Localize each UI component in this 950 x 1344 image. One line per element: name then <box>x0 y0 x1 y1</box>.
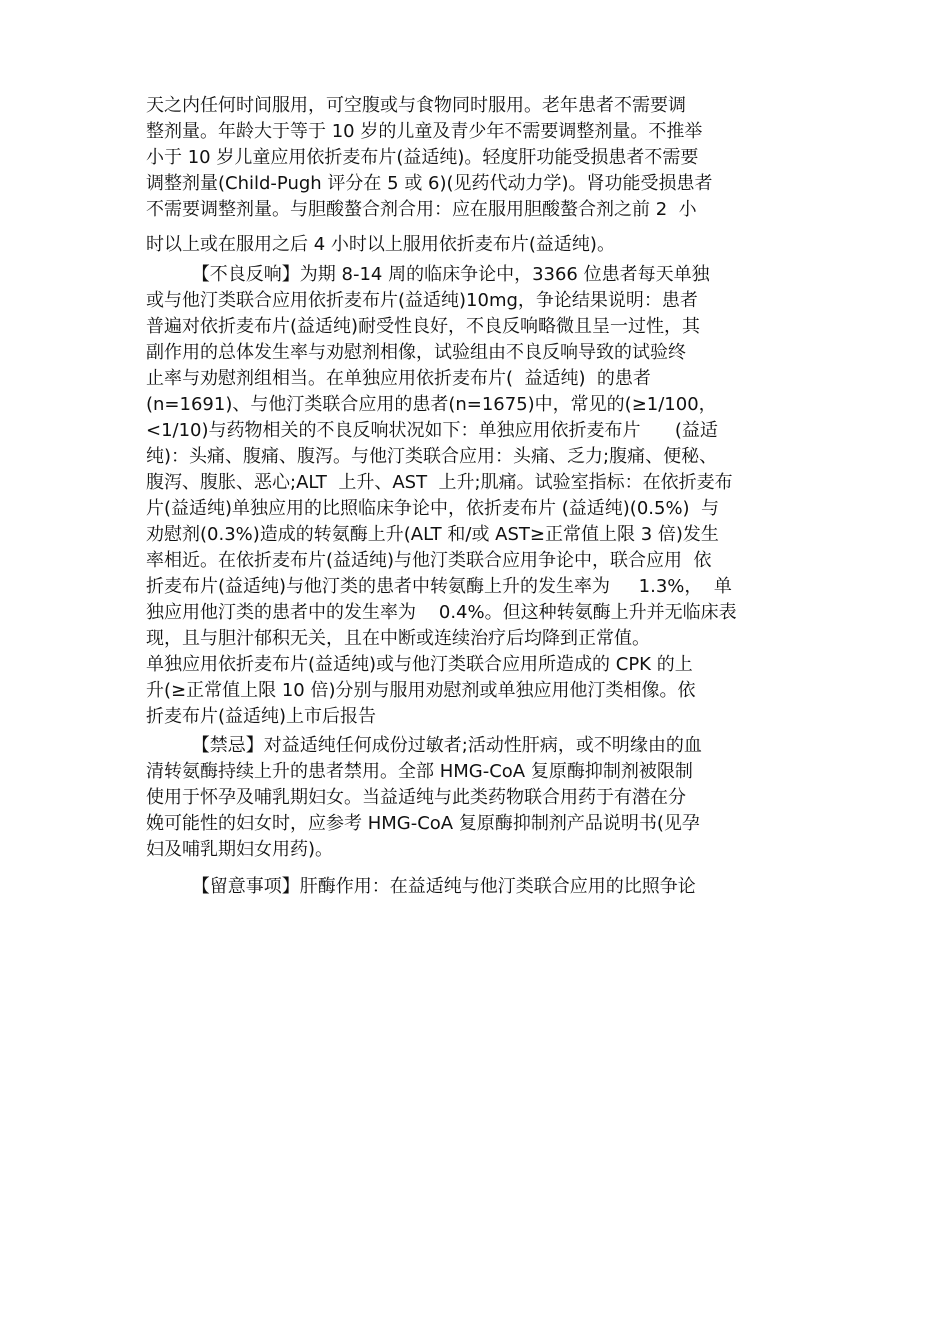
text-line: 劝慰剂(0.3%)造成的转氨酶上升(ALT 和/或 AST≥正常值上限 3 倍)发生 <box>146 524 719 545</box>
text-line: 妇及哺乳期妇女用药)。 <box>146 839 334 860</box>
text-line: 现，且与胆汁郁积无关，且在中断或连续治疗后均降到正常值。 <box>146 628 650 649</box>
text-line: 天之内任何时间服用，可空腹或与食物同时服用。老年患者不需要调 <box>146 95 686 116</box>
text-line: 或与他汀类联合应用依折麦布片(益适纯)10mg，争论结果说明：患者 <box>146 290 698 311</box>
text-line: 单独应用依折麦布片(益适纯)或与他汀类联合应用所造成的 CPK 的上 <box>146 654 693 675</box>
text-line: 止率与劝慰剂组相当。在单独应用依折麦布片( 益适纯) 的患者 <box>146 368 651 389</box>
text-line: (n=1691)、与他汀类联合应用的患者(n=1675)中，常见的(≥1/100， <box>146 394 717 415</box>
text-line: 纯)：头痛、腹痛、腹泻。与他汀类联合应用：头痛、乏力;腹痛、便秘、 <box>146 446 718 467</box>
text-line: 调整剂量(Child-Pugh 评分在 5 或 6)(见药代动力学)。肾功能受损患者 <box>146 173 713 194</box>
text-line: 率相近。在依折麦布片(益适纯)与他汀类联合应用争论中，联合应用 依 <box>146 550 712 571</box>
text-line: 清转氨酶持续上升的患者禁用。全部 HMG-CoA 复原酶抑制剂被限制 <box>146 761 693 782</box>
text-line: 整剂量。年龄大于等于 10 岁的儿童及青少年不需要调整剂量。不推举 <box>146 121 703 142</box>
text-line: 不需要调整剂量。与胆酸螯合剂合用：应在服用胆酸螯合剂之前 2 小 <box>146 199 697 220</box>
paragraph-contraindications-start: 【禁忌】对益适纯任何成份过敏者;活动性肝病，或不明缘由的血 <box>146 735 702 756</box>
text-line: 使用于怀孕及哺乳期妇女。当益适纯与此类药物联合用药于有潜在分 <box>146 787 686 808</box>
text-line: 娩可能性的妇女时，应参考 HMG-CoA 复原酶抑制剂产品说明书(见孕 <box>146 813 700 834</box>
text-line: 独应用他汀类的患者中的发生率为 0.4%。但这种转氨酶上升并无临床表 <box>146 602 737 623</box>
text-line: 小于 10 岁儿童应用依折麦布片(益适纯)。轻度肝功能受损患者不需要 <box>146 147 699 168</box>
paragraph-adverse-reactions-start: 【不良反响】为期 8-14 周的临床争论中，3366 位患者每天单独 <box>146 264 710 285</box>
text-line: <1/10)与药物相关的不良反响状况如下：单独应用依折麦布片 (益适 <box>146 420 718 441</box>
text-line: 折麦布片(益适纯)上市后报告 <box>146 706 377 727</box>
text-line: 副作用的总体发生率与劝慰剂相像，试验组由不良反响导致的试验终 <box>146 342 686 363</box>
text-line: 腹泻、腹胀、恶心;ALT 上升、AST 上升;肌痛。试验室指标：在依折麦布 <box>146 472 733 493</box>
paragraph-precautions-start: 【留意事项】肝酶作用：在益适纯与他汀类联合应用的比照争论 <box>146 876 696 897</box>
text-line: 片(益适纯)单独应用的比照临床争论中，依折麦布片 (益适纯)(0.5%) 与 <box>146 498 720 519</box>
text-line: 升(≥正常值上限 10 倍)分别与服用劝慰剂或单独应用他汀类相像。依 <box>146 680 696 701</box>
text-line: 折麦布片(益适纯)与他汀类的患者中转氨酶上升的发生率为 1.3%， 单 <box>146 576 732 597</box>
text-line: 时以上或在服用之后 4 小时以上服用依折麦布片(益适纯)。 <box>146 234 615 255</box>
text-line: 普遍对依折麦布片(益适纯)耐受性良好，不良反响略微且呈一过性，其 <box>146 316 701 337</box>
